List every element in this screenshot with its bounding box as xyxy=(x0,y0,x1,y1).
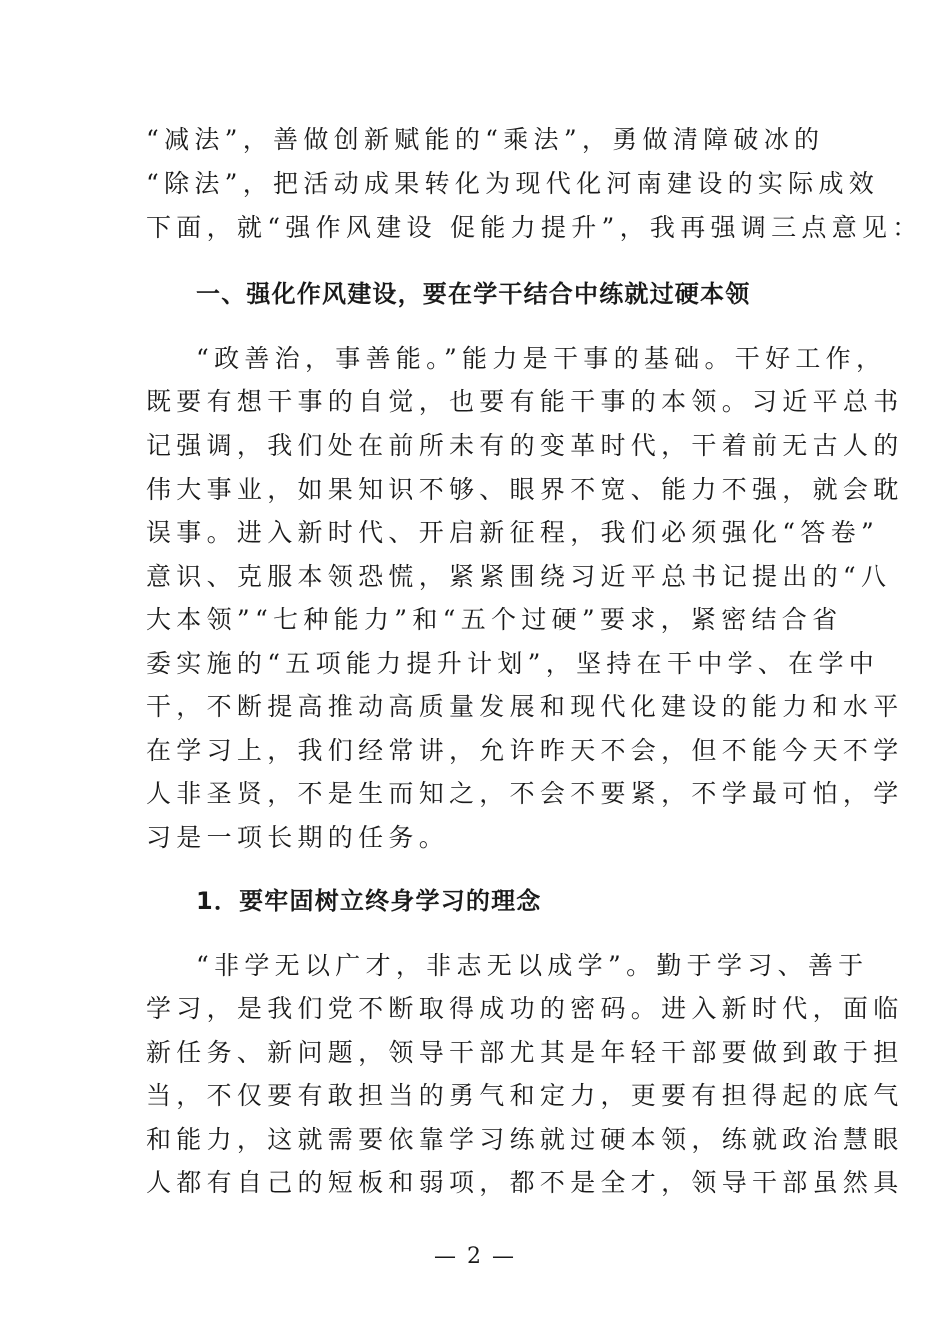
section-heading: 一、强化作风建设，要在学干结合中练就过硬本领 xyxy=(196,280,751,308)
section-body-line: 人非圣贤，不是生而知之，不会不要紧，不学最可怕，学 xyxy=(146,779,904,808)
subsection-body-line: “非学无以广才，非志无以成学”。勤于学习、善于 xyxy=(196,951,869,980)
section-body-line: “政善治，事善能。”能力是干事的基础。干好工作， xyxy=(196,344,887,373)
section-body-line: 记强调，我们处在前所未有的变革时代，干着前无古人的 xyxy=(146,431,904,460)
section-body-line: 干，不断提高推动高质量发展和现代化建设的能力和水平 xyxy=(146,692,904,721)
subsection-body-line: 新任务、新问题，领导干部尤其是年轻干部要做到敢于担 xyxy=(146,1038,904,1067)
page-number: — 2 — xyxy=(434,1244,516,1269)
intro-line-2: “除法”，把活动成果转化为现代化河南建设的实际成效 xyxy=(146,169,880,198)
section-body-line: 意识、克服本领恐慌，紧紧围绕习近平总书记提出的“八 xyxy=(146,562,892,591)
section-body-line: 既要有想干事的自觉，也要有能干事的本领。习近平总书 xyxy=(146,387,904,416)
section-body-line: 习是一项长期的任务。 xyxy=(146,823,450,852)
subsection-body-line: 学习，是我们党不断取得成功的密码。进入新时代，面临 xyxy=(146,994,904,1023)
section-body-line: 伟大事业，如果知识不够、眼界不宽、能力不强，就会耽 xyxy=(146,475,904,504)
subsection-heading: 1．要牢固树立终身学习的理念 xyxy=(196,887,542,915)
section-body-line: 误事。进入新时代、开启新征程，我们必须强化“答卷” xyxy=(146,518,880,547)
section-body-line: 委实施的“五项能力提升计划”，坚持在干中学、在学中 xyxy=(146,649,880,678)
subsection-body-line: 当，不仅要有敢担当的勇气和定力，更要有担得起的底气 xyxy=(146,1081,904,1110)
subsection-body-line: 人都有自己的短板和弱项，都不是全才，领导干部虽然具 xyxy=(146,1168,904,1197)
section-body-line: 在学习上，我们经常讲，允许昨天不会，但不能今天不学 xyxy=(146,736,904,765)
subsection-body-line: 和能力，这就需要依靠学习练就过硬本领，练就政治慧眼 xyxy=(146,1125,904,1154)
intro-line-1: “减法”，善做创新赋能的“乘法”，勇做清障破冰的 xyxy=(146,125,825,154)
intro-line-3: 下面，就“强作风建设 促能力提升”，我再强调三点意见： xyxy=(146,213,923,242)
section-body-line: 大本领”“七种能力”和“五个过硬”要求，紧密结合省 xyxy=(146,605,843,634)
